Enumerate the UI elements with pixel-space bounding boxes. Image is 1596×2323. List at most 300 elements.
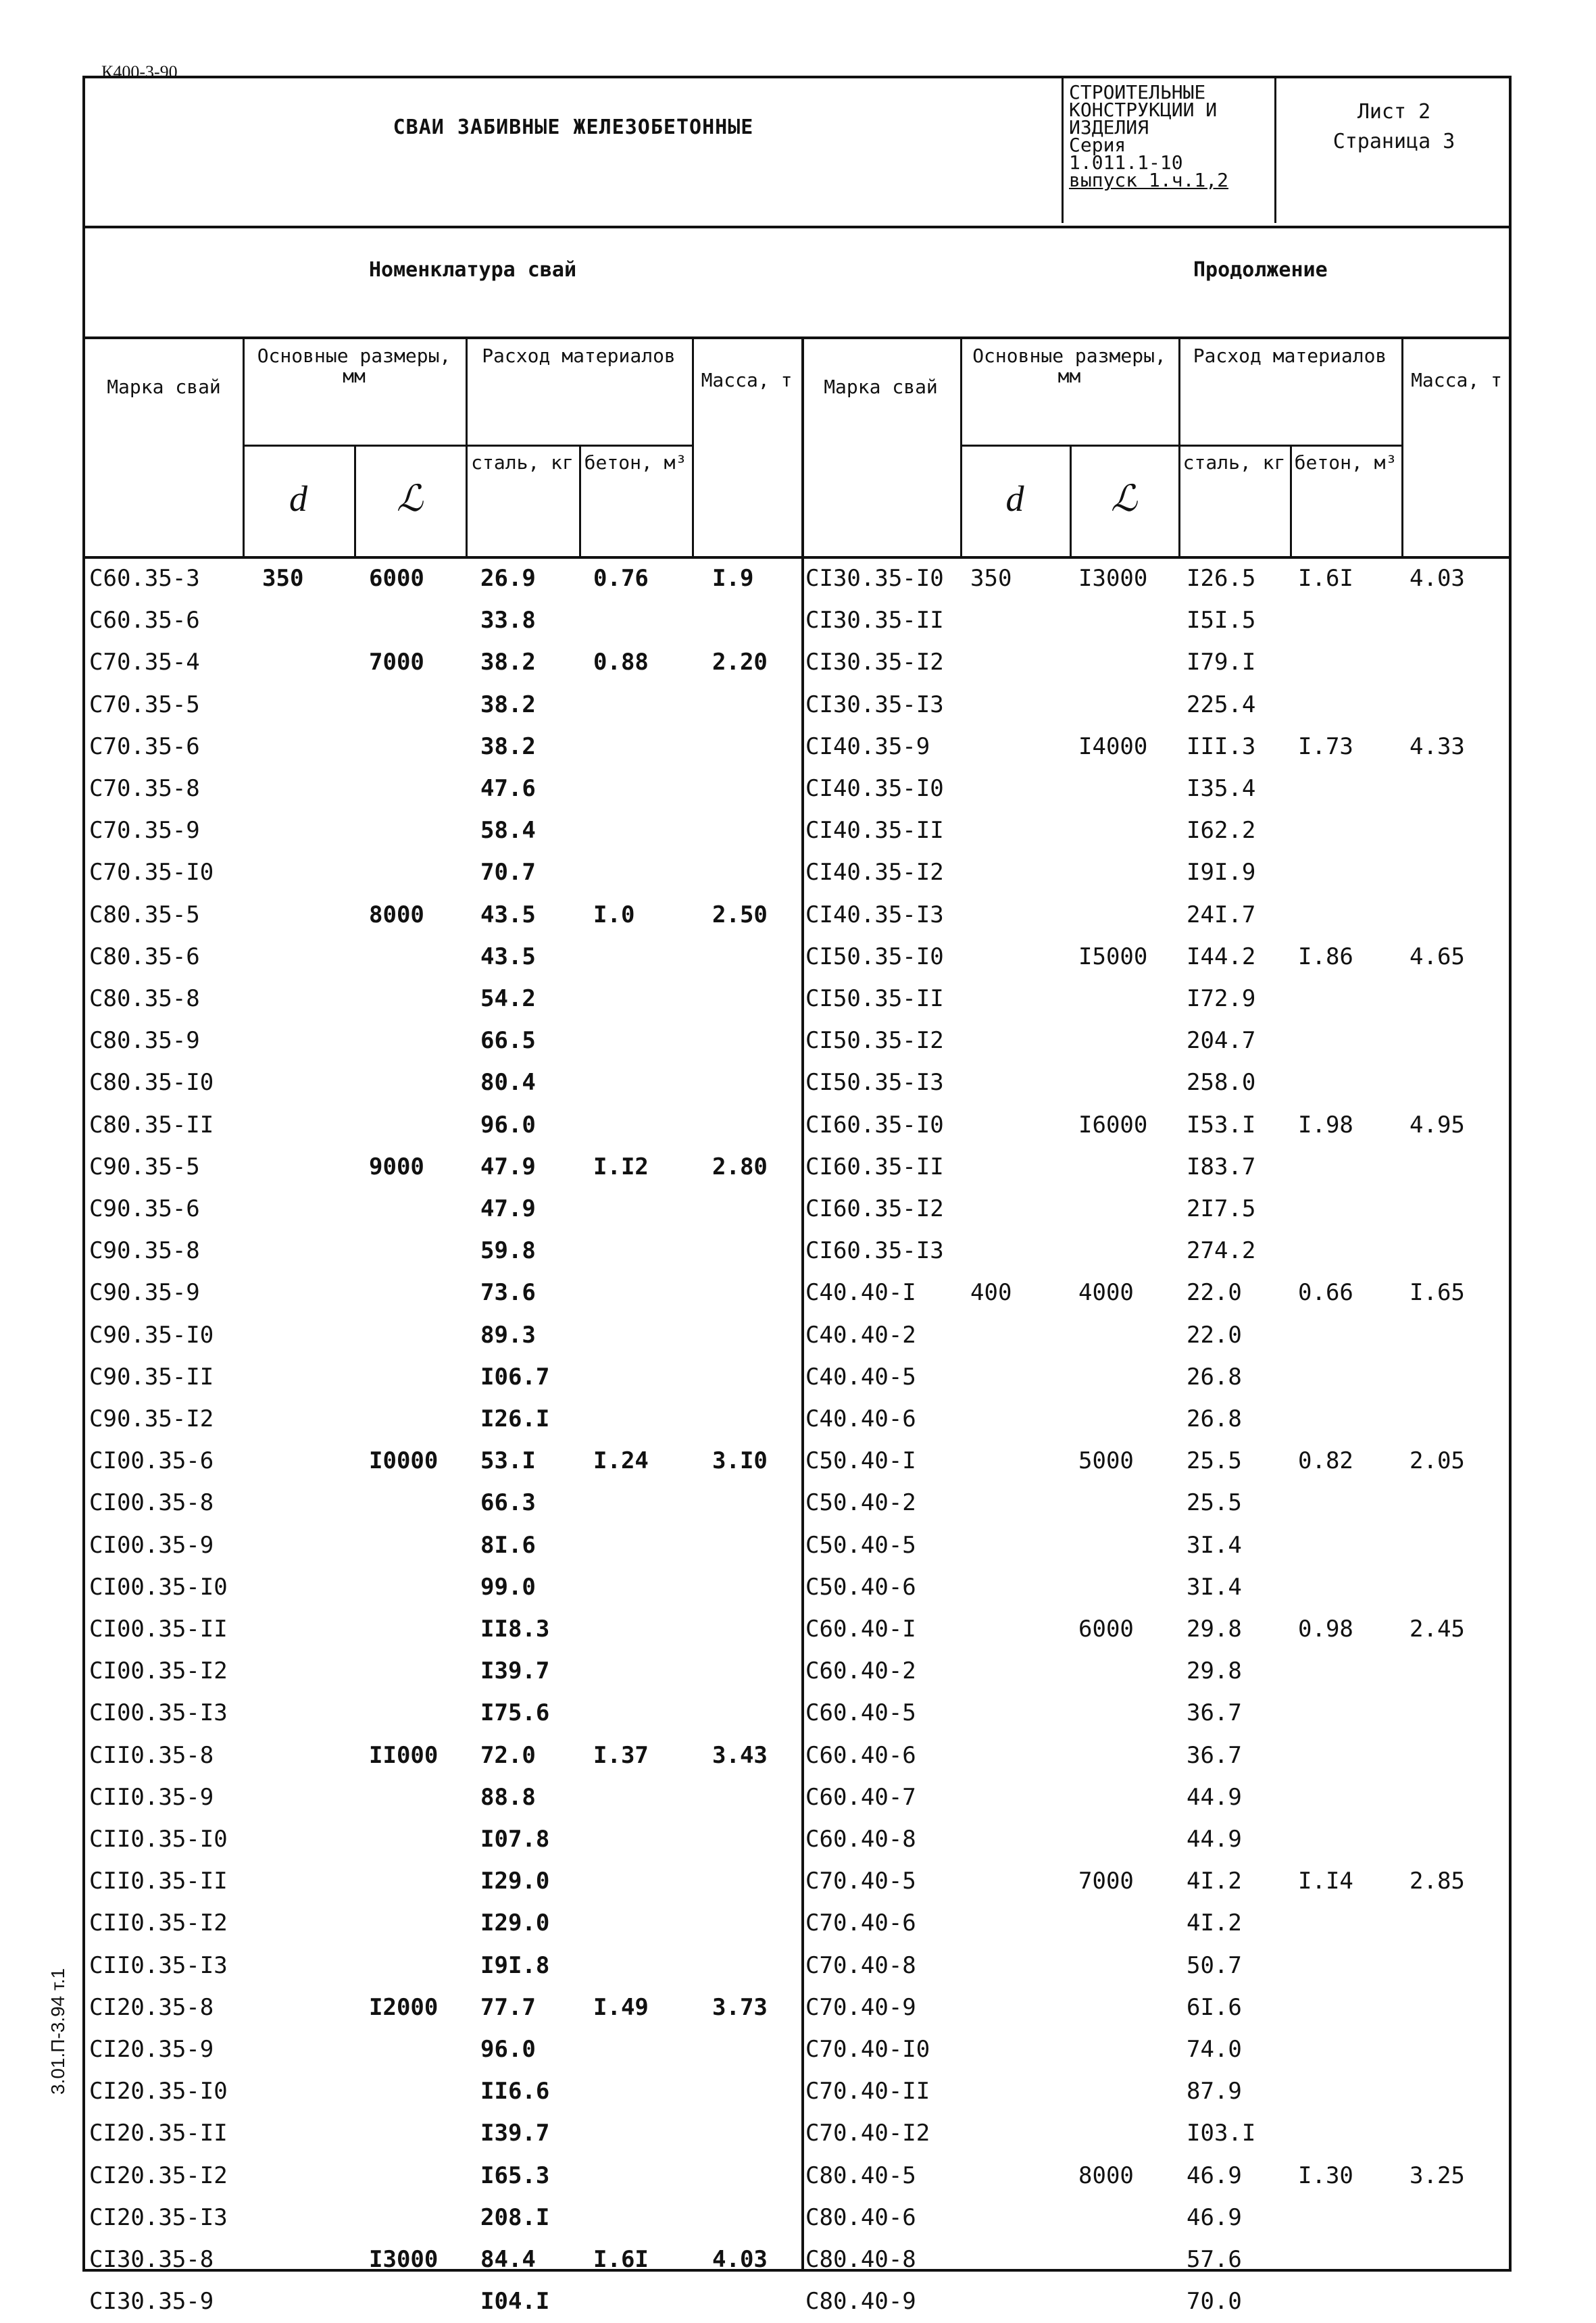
cell-mark: С70.40-9 [805,1993,916,2021]
cell-mark: С80.35-8 [89,985,200,1012]
cell-mark: СI00.35-I2 [89,1657,228,1685]
table-row [85,1195,1509,1230]
cell-mark: С70.40-I2 [805,2120,930,2147]
cell-mass: 4.33 [1410,732,1465,760]
cell-concrete: I.98 [1298,1111,1353,1139]
cell-steel: 59.8 [480,1237,536,1265]
cell-steel: 66.5 [480,1027,536,1055]
cell-l: I2000 [369,1993,439,2021]
cell-mark: СI20.35-I3 [89,2203,228,2231]
cell-steel: 2I7.5 [1187,1195,1256,1222]
cell-l: 7000 [369,649,424,676]
table-row [85,1405,1509,1441]
series-line: выпуск 1.ч.1,2 [1069,169,1229,191]
cell-steel: II6.6 [480,2078,550,2105]
cell-steel: 26.8 [1187,1363,1242,1391]
cell-steel: 43.5 [480,901,536,928]
cell-steel: I26.5 [1187,565,1256,592]
cell-mark: С60.40-6 [805,1741,916,1769]
cell-mark: СI20.35-I0 [89,2078,228,2105]
table-row [85,1616,1509,1651]
cell-steel: I44.2 [1187,943,1256,970]
cell-mark: С60.40-7 [805,1783,916,1811]
cell-l: I0000 [369,1447,439,1475]
cell-steel: I29.0 [480,1909,550,1937]
cell-concrete: I.6I [593,2246,649,2273]
cell-mark: С80.40-9 [805,2288,916,2316]
table-row [85,1489,1509,1524]
table-row [85,1909,1509,1945]
cell-l: I3000 [1078,565,1148,592]
cell-steel: 22.0 [1187,1321,1242,1349]
cell-mark: С80.35-I0 [89,1069,214,1097]
col-steel-header: сталь, кг [1182,451,1286,474]
cell-steel: I29.0 [480,1868,550,1895]
cell-mass: 2.05 [1410,1447,1465,1475]
cell-l: I4000 [1078,732,1148,760]
cell-mark: С80.40-8 [805,2246,916,2273]
table-row [85,1447,1509,1482]
cell-concrete: 0.88 [593,649,649,676]
cell-mark: СI50.35-I0 [805,943,944,970]
table-row [85,2120,1509,2155]
cell-mark: С70.35-6 [89,732,200,760]
cell-mark: СI60.35-I2 [805,1195,944,1222]
table-row [85,1111,1509,1147]
table-row [85,859,1509,894]
series-line: СТРОИТЕЛЬНЫЕ [1069,81,1206,103]
cell-mass: 2.85 [1410,1868,1465,1895]
table-row [85,1069,1509,1104]
column-divider [1401,336,1403,556]
column-divider [1178,336,1180,556]
cell-l: 6000 [369,565,424,592]
cell-concrete: 0.82 [1298,1447,1353,1475]
cell-mark: СI40.35-I2 [805,859,944,886]
cell-concrete: I.30 [1298,2162,1353,2189]
table-row [85,1027,1509,1062]
col-mark-header: Марка свай [107,376,221,398]
cell-concrete: I.0 [593,901,635,928]
cell-mark: СII0.35-8 [89,1741,214,1769]
document-title: СВАИ ЗАБИВНЫЕ ЖЕЛЕЗОБЕТОННЫЕ [393,116,754,139]
table-row [85,2162,1509,2197]
cell-mass: 2.45 [1410,1616,1465,1643]
col-l-header: ℒ [397,478,423,519]
cell-mark: СI40.35-9 [805,732,930,760]
cell-mass: 4.03 [1410,565,1465,592]
table-row [85,565,1509,600]
col-materials-header: Расход материалов [1193,345,1387,367]
cell-mark: С70.35-9 [89,817,200,845]
cell-mark: СI00.35-6 [89,1447,214,1475]
cell-steel: 3I.4 [1187,1531,1242,1559]
cell-mark: С70.40-I0 [805,2036,930,2063]
cell-steel: 225.4 [1187,691,1256,718]
cell-mark: С70.35-I0 [89,859,214,886]
cell-concrete: I.86 [1298,943,1353,970]
col-dims-header: Основные размеры, мм [972,345,1166,387]
header-divider [1070,445,1072,556]
page-number: Страница 3 [1332,130,1455,153]
cell-steel: 38.2 [480,649,536,676]
cell-steel: 33.8 [480,607,536,634]
cell-steel: 46.9 [1187,2203,1242,2231]
cell-mark: СI40.35-I0 [805,775,944,802]
cell-l: 7000 [1078,1868,1134,1895]
title-block [85,78,1509,228]
table-row [85,649,1509,684]
table-row [85,2204,1509,2239]
cell-steel: 3I.4 [1187,1573,1242,1601]
table-row [85,1699,1509,1734]
cell-steel: 99.0 [480,1573,536,1601]
cell-steel: 258.0 [1187,1069,1256,1097]
cell-mark: С90.35-5 [89,1153,200,1180]
table-row [85,775,1509,810]
side-stamp: 3.01.П-3.94 т.1 [47,1968,68,2095]
col-l-header: ℒ [1111,478,1137,519]
cell-steel: 36.7 [1187,1699,1242,1727]
cell-steel: 72.0 [480,1741,536,1769]
table-caption [85,226,1509,339]
cell-mass: 2.80 [712,1153,768,1180]
cell-concrete: 0.76 [593,565,649,592]
cell-steel: 43.5 [480,943,536,970]
table-row [85,817,1509,852]
cell-mark: СI30.35-9 [89,2288,214,2316]
cell-mark: С70.35-4 [89,649,200,676]
cell-steel: I07.8 [480,1826,550,1853]
cell-mark: СI00.35-8 [89,1489,214,1517]
table-row [85,1322,1509,1357]
cell-steel: 66.3 [480,1489,536,1517]
cell-mark: С50.40-I [805,1447,916,1475]
cell-l: I3000 [369,2246,439,2273]
cell-steel: I72.9 [1187,985,1256,1012]
cell-steel: 8I.6 [480,1531,536,1559]
cell-l: I5000 [1078,943,1148,970]
cell-steel: I75.6 [480,1699,550,1727]
table-row [85,2246,1509,2281]
cell-mark: С60.40-5 [805,1699,916,1727]
table-row [85,1784,1509,1819]
cell-steel: 25.5 [1187,1447,1242,1475]
cell-mass: I.65 [1410,1279,1465,1307]
cell-steel: 6I.6 [1187,1993,1242,2021]
cell-steel: 87.9 [1187,2078,1242,2105]
cell-mark: СI20.35-8 [89,1993,214,2021]
cell-mark: С40.40-2 [805,1321,916,1349]
cell-mark: С70.40-II [805,2078,930,2105]
cell-mark: СI30.35-8 [89,2246,214,2273]
table-row [85,901,1509,936]
cell-d: 350 [970,565,1012,592]
cell-mark: СI40.35-II [805,817,944,845]
cell-mark: С90.35-6 [89,1195,200,1222]
cell-steel: 44.9 [1187,1783,1242,1811]
table-row [85,733,1509,768]
table-row [85,1742,1509,1777]
cell-steel: 26.8 [1187,1405,1242,1432]
cell-steel: 84.4 [480,2246,536,2273]
cell-steel: I26.I [480,1405,550,1432]
cell-mark: С90.35-I0 [89,1321,214,1349]
cell-steel: 274.2 [1187,1237,1256,1265]
cell-mark: СI00.35-II [89,1616,228,1643]
table-row [85,1574,1509,1609]
cell-steel: 74.0 [1187,2036,1242,2063]
col-concrete-header: бетон, м³ [584,451,687,474]
cell-mark: С40.40-I [805,1279,916,1307]
cell-mark: С50.40-2 [805,1489,916,1517]
table-row [85,1364,1509,1399]
cell-steel: 208.I [480,2203,550,2231]
cell-mass: 3.I0 [712,1447,768,1475]
series-block [1062,78,1274,223]
cell-steel: I9I.8 [480,1951,550,1979]
cell-mark: С90.35-9 [89,1279,200,1307]
series-line: ИЗДЕЛИЯ [1069,116,1149,139]
cell-steel: I79.I [1187,649,1256,676]
table-row [85,1826,1509,1861]
header-divider [1290,445,1292,556]
cell-steel: 26.9 [480,565,536,592]
cell-steel: 96.0 [480,1111,536,1139]
cell-mark: С80.35-5 [89,901,200,928]
cell-mass: 4.95 [1410,1111,1465,1139]
cell-mark: С40.40-5 [805,1363,916,1391]
cell-steel: 57.6 [1187,2246,1242,2273]
cell-steel: 22.0 [1187,1279,1242,1307]
cell-steel: 204.7 [1187,1027,1256,1055]
cell-concrete: I.37 [593,1741,649,1769]
cell-mark: СI60.35-II [805,1153,944,1180]
cell-steel: III.3 [1187,732,1256,760]
cell-mark: СI50.35-I3 [805,1069,944,1097]
cell-d: 400 [970,1279,1012,1307]
table-row [85,1532,1509,1567]
cell-steel: 38.2 [480,732,536,760]
cell-mass: 2.50 [712,901,768,928]
cell-steel: I9I.9 [1187,859,1256,886]
cell-steel: 29.8 [1187,1616,1242,1643]
cell-concrete: I.6I [1298,565,1353,592]
cell-concrete: I.24 [593,1447,649,1475]
table-row [85,1153,1509,1189]
cell-mark: С70.35-8 [89,775,200,802]
series-line: КОНСТРУКЦИИ И [1069,99,1218,121]
cell-steel: 29.8 [1187,1657,1242,1685]
cell-mark: С80.40-6 [805,2203,916,2231]
col-mass-header: Масса, т [701,369,793,391]
cell-steel: 54.2 [480,985,536,1012]
cell-mass: 3.43 [712,1741,768,1769]
cell-concrete: I.73 [1298,732,1353,760]
cell-steel: I35.4 [1187,775,1256,802]
cell-steel: 47.6 [480,775,536,802]
cell-mark: СI20.35-II [89,2120,228,2147]
col-steel-header: сталь, кг [471,451,574,474]
cell-l: 8000 [369,901,424,928]
table-row [85,1237,1509,1272]
table-row [85,1657,1509,1693]
cell-steel: 25.5 [1187,1489,1242,1517]
cell-l: 4000 [1078,1279,1134,1307]
cell-mark: С50.40-5 [805,1531,916,1559]
table-row [85,1868,1509,1903]
cell-l: 8000 [1078,2162,1134,2189]
cell-steel: 47.9 [480,1195,536,1222]
cell-steel: I62.2 [1187,817,1256,845]
col-mass-header: Масса, т [1411,369,1502,391]
continuation-label: Продолжение [1193,258,1328,282]
cell-mark: СI30.35-I0 [805,565,944,592]
cell-mark: СI30.35-II [805,607,944,634]
cell-mark: СII0.35-I0 [89,1826,228,1853]
cell-mark: С60.40-2 [805,1657,916,1685]
cell-l: II000 [369,1741,439,1769]
cell-mark: СI60.35-I3 [805,1237,944,1265]
cell-mark: СI50.35-II [805,985,944,1012]
cell-l: I6000 [1078,1111,1148,1139]
cell-steel: 89.3 [480,1321,536,1349]
cell-concrete: I.I2 [593,1153,649,1180]
series-line: Серия [1069,134,1126,156]
table-row [85,607,1509,642]
cell-concrete: I.49 [593,1993,649,2021]
cell-steel: 4I.2 [1187,1868,1242,1895]
cell-steel: 50.7 [1187,1951,1242,1979]
table-row [85,1279,1509,1314]
cell-steel: I03.I [1187,2120,1256,2147]
table-title: Номенклатура свай [369,258,577,282]
cell-concrete: 0.66 [1298,1279,1353,1307]
cell-steel: 77.7 [480,1993,536,2021]
cell-l: 6000 [1078,1616,1134,1643]
cell-steel: 4I.2 [1187,1909,1242,1937]
cell-steel: 46.9 [1187,2162,1242,2189]
cell-steel: I39.7 [480,2120,550,2147]
table-row [85,985,1509,1020]
cell-mark: СI30.35-I3 [805,691,944,718]
series-line: 1.011.1-10 [1069,151,1183,174]
cell-mark: СII0.35-9 [89,1783,214,1811]
table-row [85,2288,1509,2323]
cell-concrete: I.I4 [1298,1868,1353,1895]
table-row [85,2078,1509,2113]
cell-mass: 4.03 [712,2246,768,2273]
col-materials-header: Расход материалов [482,345,676,367]
cell-mark: СI00.35-9 [89,1531,214,1559]
cell-mark: СI50.35-I2 [805,1027,944,1055]
column-divider [466,336,468,556]
cell-steel: I06.7 [480,1363,550,1391]
cell-steel: 96.0 [480,2036,536,2063]
column-header [85,336,1509,559]
cell-mass: 4.65 [1410,943,1465,970]
cell-mark: СI30.35-I2 [805,649,944,676]
cell-mark: С80.35-6 [89,943,200,970]
cell-steel: 70.7 [480,859,536,886]
cell-d: 350 [262,565,304,592]
cell-mark: СI60.35-I0 [805,1111,944,1139]
cell-concrete: 0.98 [1298,1616,1353,1643]
cell-mark: С90.35-I2 [89,1405,214,1432]
cell-mark: С80.35-9 [89,1027,200,1055]
document-code: К400-3-90 [101,62,178,82]
cell-mark: С90.35-II [89,1363,214,1391]
cell-mark: С60.35-3 [89,565,200,592]
table-row [85,2036,1509,2071]
cell-mark: СI40.35-I3 [805,901,944,928]
cell-steel: 70.0 [1187,2288,1242,2316]
column-divider [243,336,245,556]
cell-mark: СII0.35-I2 [89,1909,228,1937]
cell-steel: 47.9 [480,1153,536,1180]
col-concrete-header: бетон, м³ [1294,451,1397,474]
cell-l: 9000 [369,1153,424,1180]
cell-mark: СII0.35-I3 [89,1951,228,1979]
header-divider [579,445,581,556]
column-divider [960,336,962,556]
page-frame [82,76,1512,2316]
col-mark-header: Марка свай [824,376,938,398]
cell-mark: С60.40-8 [805,1826,916,1853]
header-divider [960,445,1401,447]
header-divider [354,445,356,556]
cell-mass: 3.73 [712,1993,768,2021]
cell-steel: 58.4 [480,817,536,845]
table-row [85,943,1509,978]
table-row [85,691,1509,726]
cell-mass: 2.20 [712,649,768,676]
sheet-block [1274,78,1512,223]
cell-steel: 36.7 [1187,1741,1242,1769]
cell-mark: СI00.35-I0 [89,1573,228,1601]
cell-mark: С70.35-5 [89,691,200,718]
cell-steel: I04.I [480,2288,550,2316]
table-row [85,1994,1509,2029]
col-dims-header: Основные размеры, мм [257,345,451,387]
cell-mass: I.9 [712,565,754,592]
cell-steel: I53.I [1187,1111,1256,1139]
col-d-header: d [1005,478,1024,519]
cell-steel: I5I.5 [1187,607,1256,634]
cell-mark: С60.35-6 [89,607,200,634]
cell-steel: 24I.7 [1187,901,1256,928]
cell-mark: С80.40-5 [805,2162,916,2189]
column-divider [692,336,694,556]
cell-mark: С80.35-II [89,1111,214,1139]
cell-mark: СI00.35-I3 [89,1699,228,1727]
cell-steel: 88.8 [480,1783,536,1811]
cell-mark: С70.40-8 [805,1951,916,1979]
cell-steel: I39.7 [480,1657,550,1685]
cell-steel: 38.2 [480,691,536,718]
cell-mark: СI20.35-9 [89,2036,214,2063]
cell-mark: СI20.35-I2 [89,2162,228,2189]
col-d-header: d [289,478,307,519]
cell-mark: С60.40-I [805,1616,916,1643]
cell-mark: С50.40-6 [805,1573,916,1601]
cell-mark: С90.35-8 [89,1237,200,1265]
sheet-number: Лист 2 [1357,100,1431,124]
cell-mark: С70.40-6 [805,1909,916,1937]
cell-mark: С70.40-5 [805,1868,916,1895]
cell-steel: 80.4 [480,1069,536,1097]
cell-steel: 73.6 [480,1279,536,1307]
